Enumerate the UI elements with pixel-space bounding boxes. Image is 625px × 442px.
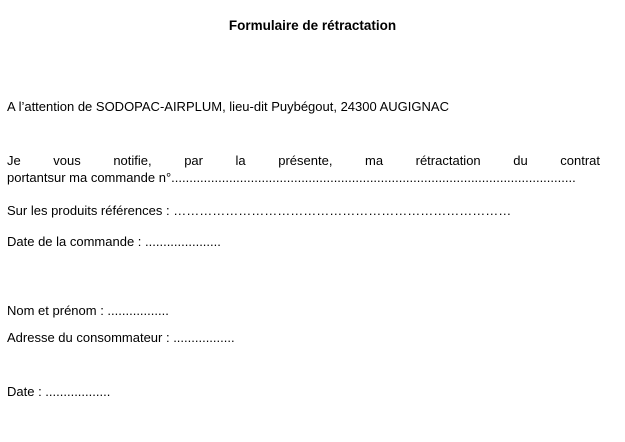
- form-title: Formulaire de rétractation: [228, 18, 397, 33]
- date-field: Date : ..................: [7, 384, 111, 399]
- address-field: Adresse du consommateur : .................: [7, 330, 235, 345]
- recipient-line: A l’attention de SODOPAC-AIRPLUM, lieu-dit Puybégout, 24300 AUGIGNAC: [7, 99, 449, 114]
- order-date-field: Date de la commande : .....................: [7, 234, 221, 249]
- notification-line-1: Je vous notifie, par la présente, ma rétractation du contrat: [7, 153, 600, 168]
- name-field: Nom et prénom : .................: [7, 303, 169, 318]
- notification-line-2: portantsur ma commande n°................................................................................................................: [7, 170, 576, 185]
- products-reference-field: Sur les produits références : ……………………………………………………………………: [7, 203, 512, 218]
